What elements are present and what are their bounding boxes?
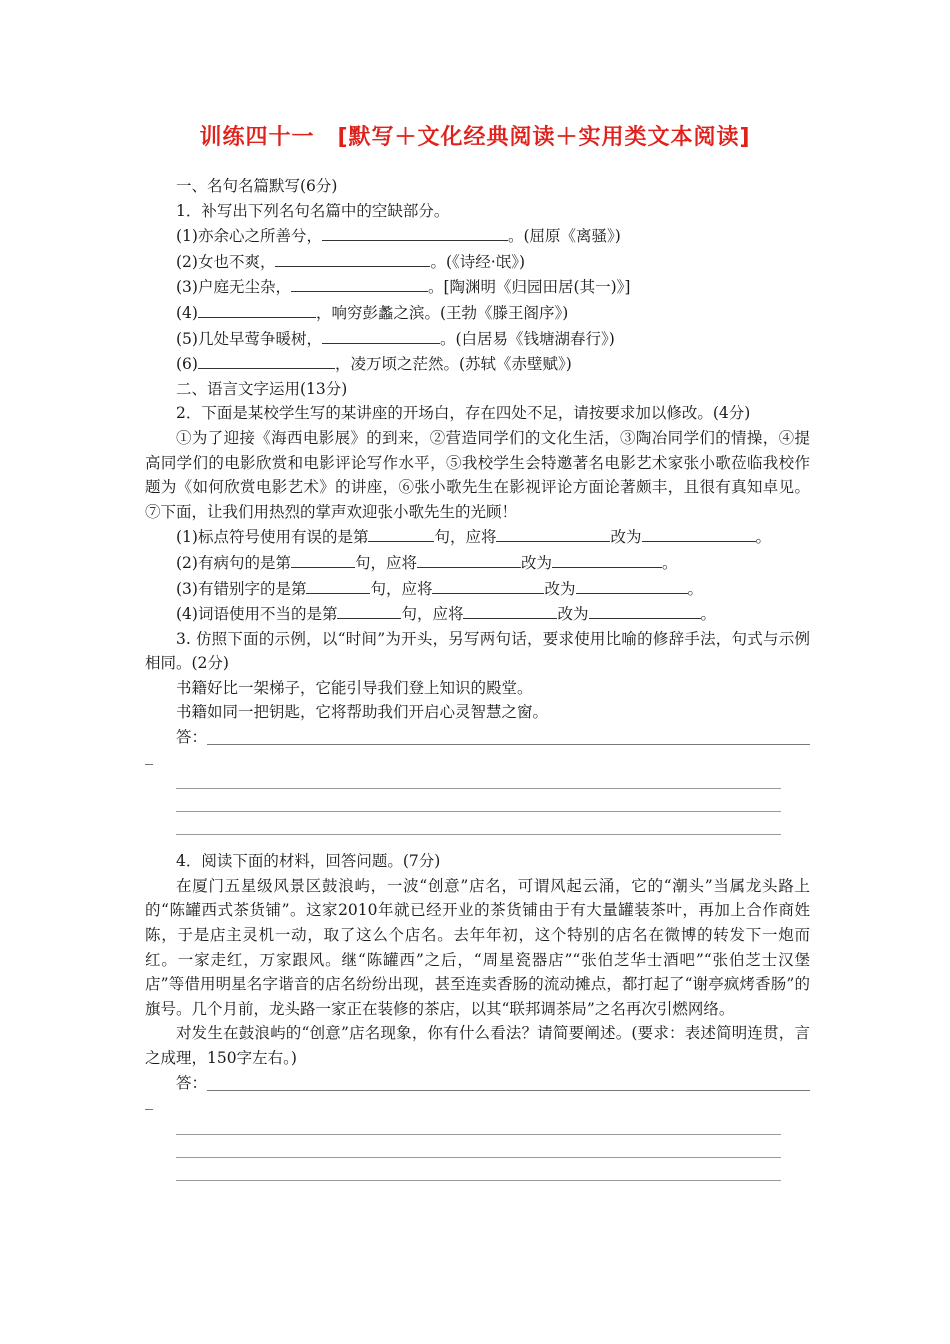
answer-rule-line[interactable] (145, 797, 810, 820)
exercise-content (145, 174, 810, 1189)
answer-blank[interactable] (432, 576, 544, 594)
question-1-stem: 1．补写出下列名句名篇中的空缺部分。 (176, 201, 450, 220)
answer-blank[interactable] (322, 326, 440, 344)
q2-sub-4: (4)词语使用不当的是第 句，应将 改为 。 (145, 601, 810, 627)
fill-item-2: (2)女也不爽， 。(《诗经·氓》) (145, 249, 810, 275)
q2-sub-3: (3)有错别字的是第 句，应将 改为 。 (145, 576, 810, 602)
answer-blank[interactable] (337, 601, 401, 619)
section1-heading: 一、名句名篇默写(6分) (176, 177, 338, 195)
answer-label: 答： (176, 728, 208, 747)
answer-blank[interactable] (291, 550, 355, 568)
question-4-stem: 4．阅读下面的材料，回答问题。(7分) (176, 852, 441, 871)
q2-sub-2: (2)有病句的是第 句，应将 改为 。 (145, 550, 810, 576)
fill-item-3: (3)户庭无尘杂， 。[陶渊明《归园田居(其一)》] (145, 274, 810, 300)
answer-blank[interactable] (368, 524, 434, 542)
answer-rule-line[interactable] (145, 820, 810, 843)
answer-label: 答： (176, 1073, 208, 1092)
q3-example-2: 书籍如同一把钥匙，它将帮助我们开启心灵智慧之窗。 (176, 703, 549, 722)
dash-mark (145, 750, 810, 775)
fill-item-4: (4) ，响穷彭蠡之滨。(王勃《滕王阁序》) (145, 300, 810, 326)
q4-answer-line[interactable] (145, 1071, 810, 1096)
answer-blank[interactable] (552, 550, 662, 568)
answer-blank[interactable] (291, 274, 428, 292)
q3-answer-line[interactable] (145, 725, 810, 750)
answer-blank[interactable] (198, 300, 316, 318)
answer-blank[interactable] (198, 351, 335, 369)
answer-blank[interactable] (322, 223, 508, 241)
answer-blank[interactable] (275, 249, 430, 267)
answer-rule-line[interactable] (145, 1143, 810, 1166)
page-title: 训练四十一 [默写＋文化经典阅读＋实用类文本阅读] (199, 125, 751, 150)
fill-item-5: (5)几处早莺争暖树， 。(白居易《钱塘湖春行》) (145, 326, 810, 352)
answer-rule-line[interactable] (145, 1166, 810, 1189)
answer-blank[interactable] (576, 576, 688, 594)
q3-example-1: 书籍好比一架梯子，它能引导我们登上知识的殿堂。 (176, 678, 533, 697)
question-2-passage: ①为了迎接《海西电影展》的到来，②营造同学们的文化生活，③陶冶同学们的情操，④提高同学们的电影欣赏和电影评论写作水平，⑤我校学生会特邀著名电影艺术家张小歌莅临我校作题为《如何欣赏电影艺术》的讲座，⑥张小歌先生在影视评论方面论著颇丰，且很有真知卓见。⑦下面，让我们用热烈的掌声欢迎张小歌先生的光顾！ (145, 428, 810, 521)
answer-blank[interactable] (417, 550, 521, 568)
question-2-stem: 2．下面是某校学生写的某讲座的开场白，存在四处不足，请按要求加以修改。(4分) (176, 404, 751, 423)
answer-blank[interactable] (589, 601, 701, 619)
dash-mark (145, 1095, 810, 1120)
answer-blank[interactable] (496, 524, 610, 542)
question-4-question: 对发生在鼓浪屿的“创意”店名现象，你有什么看法？请简要阐述。(要求：表述简明连贯，言之成理，150字左右。) (145, 1024, 810, 1067)
answer-blank[interactable] (463, 601, 557, 619)
answer-rule-line[interactable] (145, 1120, 810, 1143)
q2-sub-1: (1)标点符号使用有误的是第 句，应将 改为 。 (145, 524, 810, 550)
answer-blank[interactable] (642, 524, 756, 542)
fill-item-1: (1)亦余心之所善兮， 。(屈原《离骚》) (145, 223, 810, 249)
question-4-passage: 在厦门五星级风景区鼓浪屿，一波“创意”店名，可谓风起云涌，它的“潮头”当属龙头路上的“陈罐西式茶货铺”。这家2010年就已经开业的茶货铺由于有大量罐装茶叶，再加上合作商姓陈，于是店主灵机一动，取了这么个店名。去年年初，这个特别的店名在微博的转发下一炮而红。一家走红，万家跟风。继“陈罐西”之后，“周星瓷器店”“张伯芝华士酒吧”“张伯芝士汉堡店”等借用明星名字谐音的店名纷纷出现，甚至连卖香肠的流动摊点，都打起了“谢亭疯烤香肠”的旗号。几个月前，龙头路一家正在装修的茶店，以其“联邦调茶局”之名再次引燃网络。 (145, 876, 810, 1018)
section2-heading: 二、语言文字运用(13分) (176, 379, 348, 398)
answer-blank[interactable] (306, 576, 370, 594)
question-3-stem: 3. 仿照下面的示例，以“时间”为开头，另写两句话，要求使用比喻的修辞手法，句式与示例相同。(2分) (145, 629, 810, 673)
answer-rule-line[interactable] (145, 774, 810, 797)
fill-item-6: (6) ，凌万顷之茫然。(苏轼《赤壁赋》) (145, 351, 810, 377)
